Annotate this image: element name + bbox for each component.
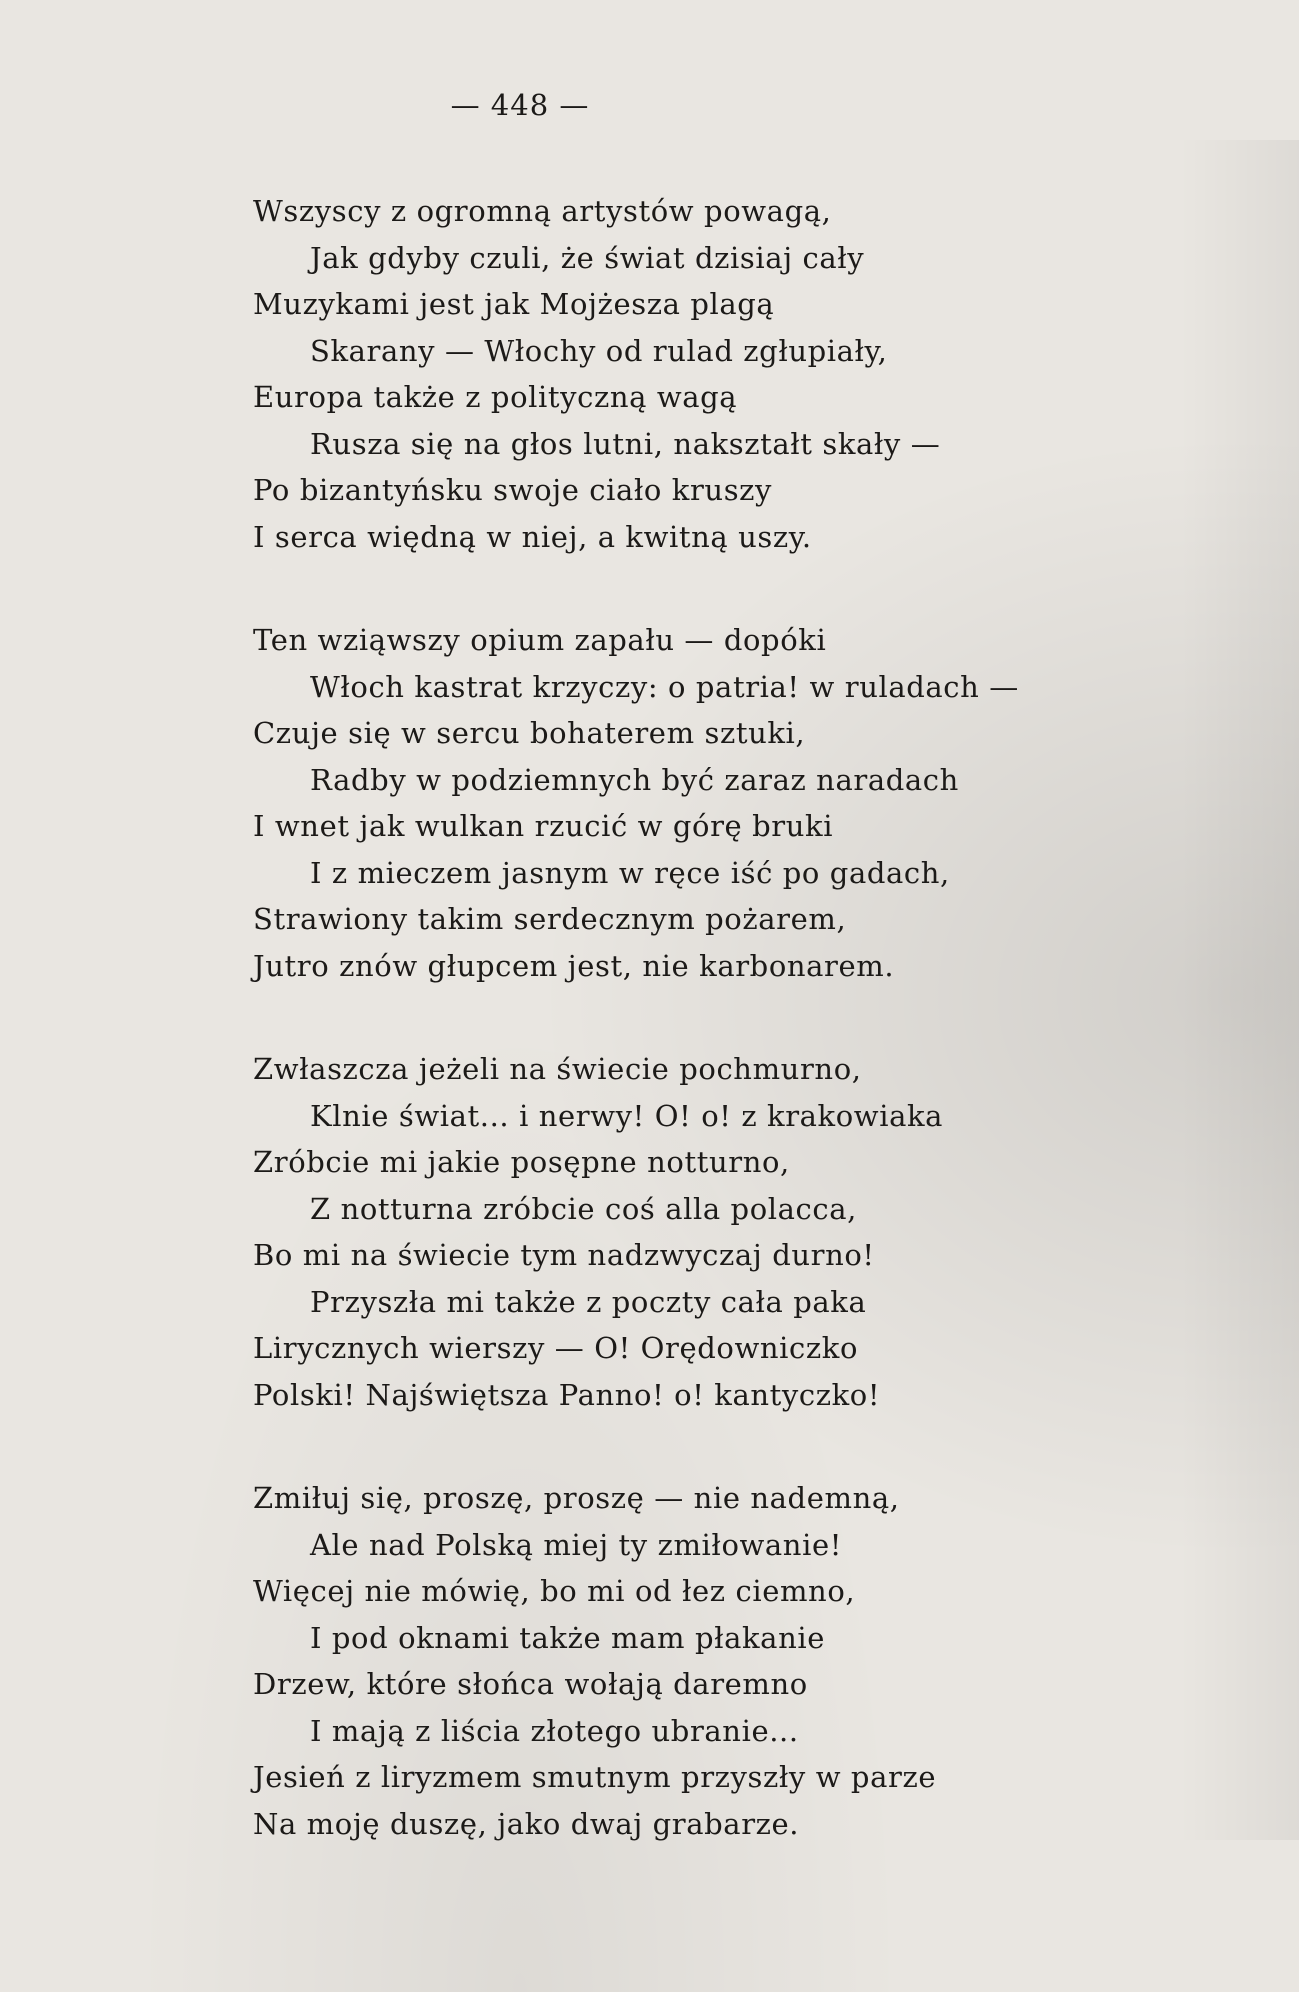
- poem-line: I z mieczem jasnym w ręce iść po gadach,: [310, 855, 950, 890]
- poem-line: Ale nad Polską miej ty zmiłowanie!: [310, 1527, 842, 1562]
- poem-line: Jesień z liryzmem smutnym przyszły w parze: [253, 1760, 937, 1794]
- poem-line: Jak gdyby czuli, że świat dzisiaj cały: [310, 240, 865, 275]
- poem-line: Po bizantyńsku swoje ciało kruszy: [253, 473, 773, 507]
- poem-line: Z notturna zróbcie coś alla polacca,: [310, 1191, 857, 1226]
- poem-line: Zmiłuj się, proszę, proszę — nie nademną,: [253, 1481, 900, 1515]
- stanza-2: [253, 617, 1213, 989]
- poem-line: Rusza się na głos lutni, nakształt skały —: [310, 426, 941, 461]
- poem-line: Ten wziąwszy opium zapału — dopóki: [253, 623, 827, 657]
- stanza-3: [253, 1046, 1213, 1418]
- poem-line: Strawiony takim serdecznym pożarem,: [253, 902, 847, 936]
- poem-line: Na moję duszę, jako dwaj grabarze.: [253, 1806, 800, 1841]
- poem-line: Bo mi na świecie tym nadzwyczaj durno!: [253, 1238, 875, 1272]
- poem-line: I pod oknami także mam płakanie: [310, 1620, 825, 1655]
- poem-line: Klnie świat... i nerwy! O! o! z krakowiaka: [310, 1098, 944, 1133]
- poem: [253, 188, 1213, 1904]
- poem-line: Polski! Najświętsza Panno! o! kantyczko!: [253, 1377, 881, 1412]
- poem-line: Skarany — Włochy od rulad zgłupiały,: [310, 333, 888, 368]
- poem-line: Europa także z polityczną wagą: [253, 380, 738, 414]
- poem-line: Zwłaszcza jeżeli na świecie pochmurno,: [253, 1052, 862, 1086]
- poem-line: Zróbcie mi jakie posępne notturno,: [253, 1145, 790, 1179]
- poem-line: Jutro znów głupcem jest, nie karbonarem.: [253, 948, 895, 983]
- poem-line: Przyszła mi także z poczty cała paka: [310, 1284, 867, 1319]
- poem-line: Włoch kastrat krzyczy: o patria! w ruladach —: [310, 669, 1019, 704]
- poem-line: I wnet jak wulkan rzucić w górę bruki: [253, 809, 834, 843]
- poem-line: I serca więdną w niej, a kwitną uszy.: [253, 519, 812, 554]
- poem-line: Lirycznych wierszy — O! Orędowniczko: [253, 1331, 858, 1365]
- stanza-1: [253, 188, 1213, 560]
- poem-line: Wszyscy z ogromną artystów powagą,: [253, 194, 832, 228]
- poem-line: Drzew, które słońca wołają daremno: [253, 1667, 808, 1701]
- poem-line: Muzykami jest jak Mojżesza plagą: [253, 287, 775, 321]
- page-number: — 448 —: [450, 88, 590, 122]
- poem-line: I mają z liścia złotego ubranie...: [310, 1713, 799, 1748]
- stanza-4: [253, 1475, 1213, 1847]
- poem-line: Radby w podziemnych być zaraz naradach: [310, 762, 959, 797]
- poem-line: Więcej nie mówię, bo mi od łez ciemno,: [253, 1574, 856, 1608]
- poem-line: Czuje się w sercu bohaterem sztuki,: [253, 716, 806, 750]
